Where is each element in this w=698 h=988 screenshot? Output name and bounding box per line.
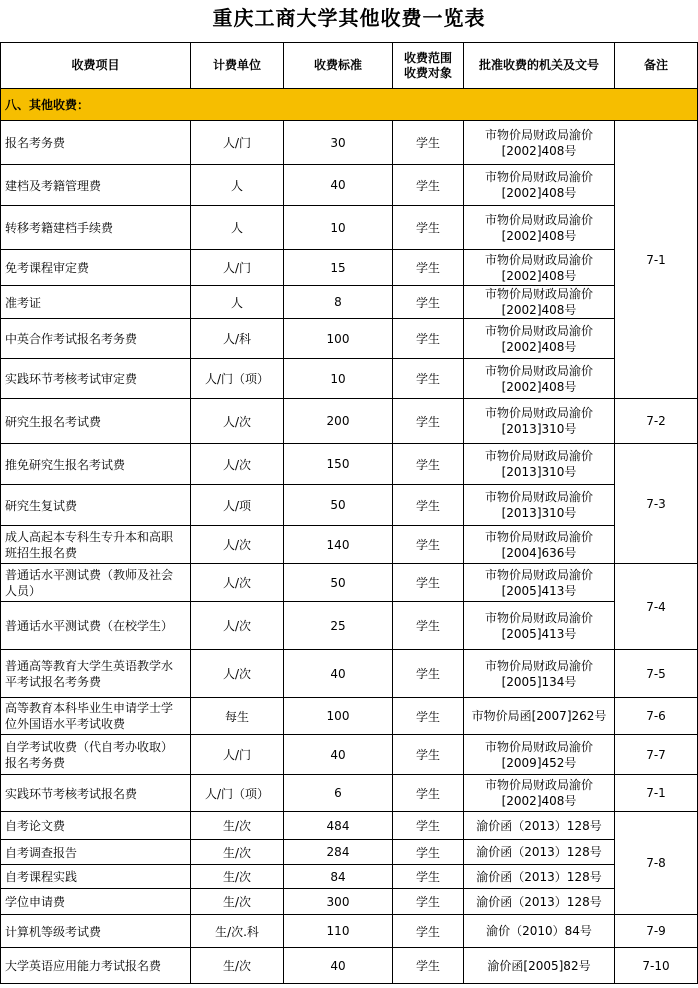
header-scope	[393, 43, 464, 89]
note-cell: 7-9	[615, 915, 698, 948]
approval-document	[464, 444, 615, 485]
note-cell: 7-8	[615, 812, 698, 915]
approval-document	[464, 286, 615, 319]
fee-standard: 40	[284, 165, 393, 206]
section-row	[1, 89, 698, 121]
approval-line: 市物价局财政局渝价	[484, 567, 593, 582]
fee-item-line: 自学考试收费（代自考办收取）	[5, 739, 174, 754]
fee-unit: 生/次	[191, 889, 284, 915]
table-row	[1, 206, 698, 250]
fee-item: 普通话水平测试费（在校学生）	[1, 602, 191, 650]
fee-item-line: 成人高起本专科生专升本和高职	[5, 529, 174, 544]
fee-unit: 人	[191, 286, 284, 319]
approval-line: 市物价局财政局渝价	[484, 778, 593, 792]
fee-item: 免考课程审定费	[1, 250, 191, 286]
fee-item: 学位申请费	[1, 889, 191, 915]
fee-scope: 学生	[393, 206, 464, 250]
fee-item	[1, 650, 191, 698]
header-item: 收费项目	[1, 43, 191, 89]
fee-unit: 人/次	[191, 564, 284, 602]
approval-document	[464, 526, 615, 564]
approval-document	[464, 812, 615, 840]
fee-item: 中英合作考试报名考务费	[1, 319, 191, 359]
approval-document	[464, 399, 615, 444]
table-row	[1, 564, 698, 602]
fee-scope: 学生	[393, 399, 464, 444]
fee-scope: 学生	[393, 775, 464, 812]
fee-unit: 生/次	[191, 840, 284, 865]
approval-line: 渝价函（2013）128号	[476, 894, 602, 909]
table-row	[1, 286, 698, 319]
approval-line: 市物价局函[2007]262号	[471, 709, 607, 723]
fee-item: 自考调查报告	[1, 840, 191, 865]
table-row	[1, 165, 698, 206]
fee-unit: 人/门（项）	[191, 359, 284, 399]
fee-item: 大学英语应用能力考试报名费	[1, 948, 191, 984]
table-row	[1, 319, 698, 359]
fee-item	[1, 526, 191, 564]
approval-line: 市物价局财政局渝价	[484, 252, 593, 267]
fee-unit: 人/门	[191, 735, 284, 775]
note-cell: 7-6	[615, 698, 698, 735]
approval-line: [2005]413号	[501, 626, 577, 641]
fee-item	[1, 564, 191, 602]
table-row	[1, 444, 698, 485]
fee-scope: 学生	[393, 735, 464, 775]
fee-item: 计算机等级考试费	[1, 915, 191, 948]
table-row	[1, 485, 698, 526]
approval-document	[464, 250, 615, 286]
fee-item-line: 人员）	[5, 583, 42, 598]
approval-line: [2013]310号	[501, 422, 577, 436]
fee-unit: 生/次.科	[191, 915, 284, 948]
fee-scope: 学生	[393, 698, 464, 735]
approval-line: 市物价局财政局渝价	[484, 449, 593, 463]
fee-scope: 学生	[393, 250, 464, 286]
fee-standard: 284	[284, 840, 393, 865]
fee-scope: 学生	[393, 915, 464, 948]
fee-item-line: 高等教育本科毕业生申请学士学	[5, 701, 174, 715]
page-title: 重庆工商大学其他收费一览表	[212, 6, 486, 30]
approval-document	[464, 121, 615, 165]
approval-line: 市物价局财政局渝价	[484, 658, 593, 673]
fee-item: 研究生复试费	[1, 485, 191, 526]
fee-standard: 484	[284, 812, 393, 840]
approval-line: 市物价局财政局渝价	[484, 529, 593, 544]
fee-unit: 人/科	[191, 319, 284, 359]
note-cell: 7-4	[615, 564, 698, 650]
header-standard: 收费标准	[284, 43, 393, 89]
header-scope-line2: 收费对象	[403, 65, 452, 80]
header-row	[1, 43, 698, 89]
approval-line: [2002]408号	[501, 268, 577, 283]
fee-scope: 学生	[393, 286, 464, 319]
approval-document	[464, 735, 615, 775]
table-row	[1, 735, 698, 775]
approval-document	[464, 698, 615, 735]
fee-standard: 300	[284, 889, 393, 915]
table-row	[1, 812, 698, 840]
fee-scope: 学生	[393, 889, 464, 915]
approval-line: [2005]134号	[501, 674, 577, 689]
fee-scope: 学生	[393, 526, 464, 564]
fee-unit: 生/次	[191, 812, 284, 840]
approval-line: [2002]408号	[501, 339, 577, 354]
note-cell: 7-10	[615, 948, 698, 984]
table-row	[1, 359, 698, 399]
approval-line: 市物价局财政局渝价	[484, 363, 593, 378]
note-cell: 7-3	[615, 444, 698, 564]
fee-item-line: 普通话水平测试费（教师及社会	[5, 567, 174, 582]
approval-line: [2004]636号	[501, 545, 577, 560]
table-row	[1, 121, 698, 165]
section-title: 八、其他收费：	[1, 89, 698, 121]
fee-scope: 学生	[393, 865, 464, 889]
fee-scope: 学生	[393, 650, 464, 698]
fee-unit: 人/次	[191, 399, 284, 444]
approval-document	[464, 889, 615, 915]
approval-document	[464, 775, 615, 812]
approval-line: 市物价局财政局渝价	[484, 287, 593, 301]
fee-unit: 人	[191, 165, 284, 206]
fee-item-line: 报名考务费	[5, 755, 66, 770]
fee-item: 建档及考籍管理费	[1, 165, 191, 206]
approval-line: 市物价局财政局渝价	[484, 212, 593, 227]
approval-document	[464, 948, 615, 984]
approval-line: [2002]408号	[501, 228, 577, 243]
note-cell: 7-5	[615, 650, 698, 698]
approval-line: 渝价函（2013）128号	[476, 818, 602, 833]
fee-standard: 10	[284, 206, 393, 250]
fee-item	[1, 735, 191, 775]
table-row	[1, 698, 698, 735]
fee-scope: 学生	[393, 602, 464, 650]
approval-line: 渝价函（2013）128号	[476, 869, 602, 884]
header-unit: 计费单位	[191, 43, 284, 89]
fee-item: 实践环节考核考试审定费	[1, 359, 191, 399]
note-cell: 7-2	[615, 399, 698, 444]
fee-unit: 人/门（项）	[191, 775, 284, 812]
fee-unit: 生/次	[191, 865, 284, 889]
fee-item: 实践环节考核考试报名费	[1, 775, 191, 812]
fee-unit: 人/项	[191, 485, 284, 526]
fee-item: 报名考务费	[1, 121, 191, 165]
fee-standard: 8	[284, 286, 393, 319]
table-row	[1, 250, 698, 286]
table-row	[1, 399, 698, 444]
fee-standard: 15	[284, 250, 393, 286]
fee-standard: 200	[284, 399, 393, 444]
fee-item-line: 平考试报名考务费	[5, 674, 102, 689]
fee-item: 准考证	[1, 286, 191, 319]
fee-item: 自考课程实践	[1, 865, 191, 889]
header-scope-line1: 收费范围	[403, 50, 452, 65]
fee-scope: 学生	[393, 564, 464, 602]
header-note: 备注	[615, 43, 698, 89]
note-cell: 7-1	[615, 775, 698, 812]
header-approval: 批准收费的机关及文号	[464, 43, 615, 89]
approval-line: [2002]408号	[501, 379, 577, 394]
approval-line: 市物价局财政局渝价	[484, 739, 593, 754]
approval-document	[464, 359, 615, 399]
approval-document	[464, 319, 615, 359]
fee-scope: 学生	[393, 812, 464, 840]
fee-unit: 人/次	[191, 602, 284, 650]
fee-unit: 人	[191, 206, 284, 250]
table-row	[1, 840, 698, 865]
approval-line: 渝价（2010）84号	[486, 924, 592, 938]
fee-item: 研究生报名考试费	[1, 399, 191, 444]
approval-document	[464, 165, 615, 206]
fee-item-line: 班招生报名费	[5, 545, 78, 560]
fee-scope: 学生	[393, 165, 464, 206]
fee-scope: 学生	[393, 485, 464, 526]
approval-line: 市物价局财政局渝价	[484, 170, 593, 184]
approval-line: [2013]310号	[501, 465, 577, 479]
table-row	[1, 889, 698, 915]
table-row	[1, 775, 698, 812]
approval-line: 市物价局财政局渝价	[484, 406, 593, 420]
fee-scope: 学生	[393, 359, 464, 399]
fee-standard: 150	[284, 444, 393, 485]
fee-standard: 40	[284, 650, 393, 698]
note-cell: 7-1	[615, 121, 698, 399]
table-row	[1, 865, 698, 889]
approval-line: [2002]408号	[501, 303, 577, 317]
fee-unit: 生/次	[191, 948, 284, 984]
approval-document	[464, 602, 615, 650]
fee-standard: 40	[284, 948, 393, 984]
approval-line: [2005]413号	[501, 583, 577, 598]
fee-standard: 40	[284, 735, 393, 775]
fee-standard: 140	[284, 526, 393, 564]
fee-standard: 100	[284, 698, 393, 735]
fee-standard: 10	[284, 359, 393, 399]
fee-item	[1, 698, 191, 735]
fee-item: 推免研究生报名考试费	[1, 444, 191, 485]
table-row	[1, 602, 698, 650]
fee-scope: 学生	[393, 948, 464, 984]
fee-standard: 100	[284, 319, 393, 359]
approval-document	[464, 840, 615, 865]
approval-document	[464, 206, 615, 250]
approval-line: [2002]408号	[501, 186, 577, 200]
approval-document	[464, 564, 615, 602]
fee-item: 自考论文费	[1, 812, 191, 840]
fee-standard: 30	[284, 121, 393, 165]
approval-document	[464, 865, 615, 889]
fee-standard: 84	[284, 865, 393, 889]
fee-unit: 人/次	[191, 526, 284, 564]
fee-item: 转移考籍建档手续费	[1, 206, 191, 250]
fee-scope: 学生	[393, 840, 464, 865]
approval-line: 市物价局财政局渝价	[484, 490, 593, 504]
note-cell: 7-7	[615, 735, 698, 775]
fee-unit: 人/次	[191, 444, 284, 485]
approval-line: [2009]452号	[501, 755, 577, 770]
approval-document	[464, 485, 615, 526]
table-row	[1, 915, 698, 948]
approval-document	[464, 915, 615, 948]
fee-standard: 6	[284, 775, 393, 812]
approval-line: [2002]408号	[501, 143, 577, 158]
fee-unit: 每生	[191, 698, 284, 735]
fee-standard: 50	[284, 485, 393, 526]
approval-line: 市物价局财政局渝价	[484, 127, 593, 142]
approval-document	[464, 650, 615, 698]
table-row	[1, 650, 698, 698]
approval-line: [2002]408号	[501, 794, 577, 808]
fee-unit: 人/门	[191, 250, 284, 286]
fee-standard: 110	[284, 915, 393, 948]
table-row	[1, 948, 698, 984]
approval-line: [2013]310号	[501, 506, 577, 520]
fee-unit: 人/门	[191, 121, 284, 165]
approval-line: 市物价局财政局渝价	[484, 610, 593, 625]
fee-standard: 25	[284, 602, 393, 650]
fee-unit: 人/次	[191, 650, 284, 698]
fee-scope: 学生	[393, 444, 464, 485]
fee-scope: 学生	[393, 319, 464, 359]
approval-line: 市物价局财政局渝价	[484, 323, 593, 338]
fee-standard: 50	[284, 564, 393, 602]
approval-line: 渝价函（2013）128号	[476, 845, 602, 859]
fee-item-line: 普通高等教育大学生英语教学水	[5, 658, 174, 673]
fee-table	[0, 42, 698, 984]
table-row	[1, 526, 698, 564]
approval-line: 渝价函[2005]82号	[487, 958, 591, 973]
fee-item-line: 位外国语水平考试收费	[5, 717, 126, 731]
fee-scope: 学生	[393, 121, 464, 165]
